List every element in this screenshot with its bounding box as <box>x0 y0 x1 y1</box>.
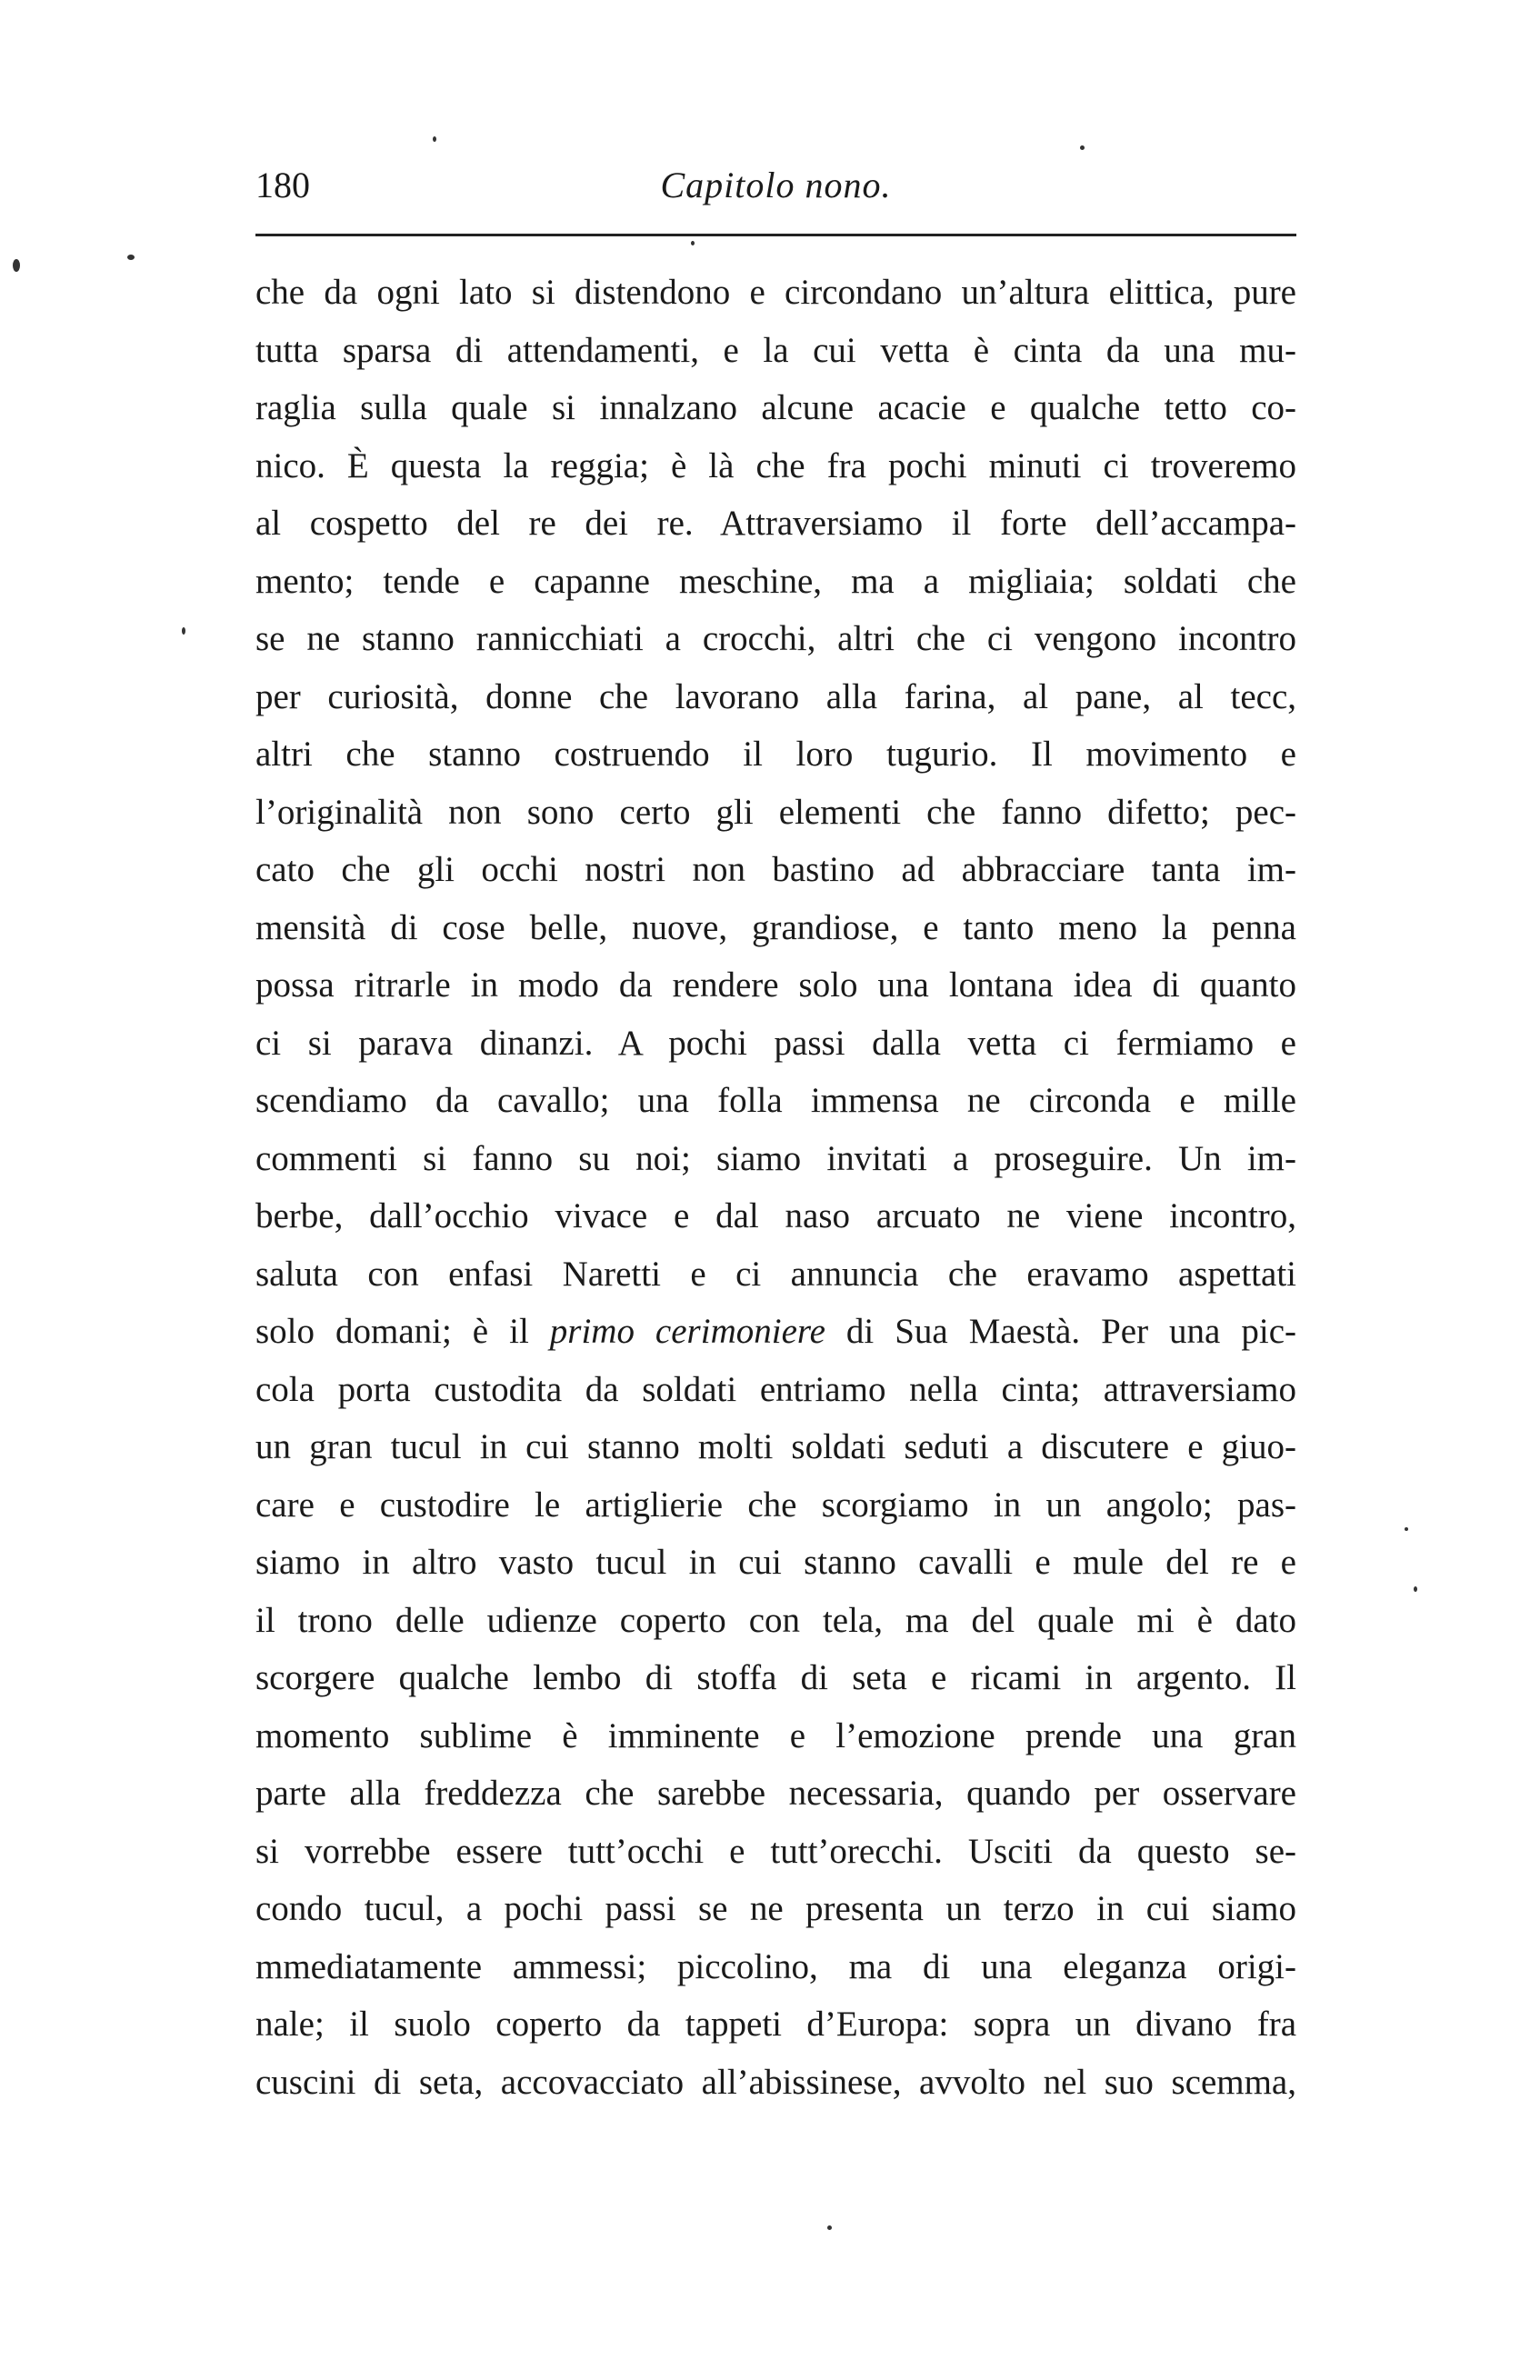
text-run: possa ritrarle in modo da rendere solo una lontana idea di quanto <box>255 965 1296 1005</box>
text-line <box>255 264 1296 322</box>
text-run: condo tucul, a pochi passi se ne presenta un terzo in cui siamo <box>255 1889 1296 1928</box>
text-run: un gran tucul in cui stanno molti soldati seduti a discutere e giuo- <box>255 1427 1296 1466</box>
page-number: 180 <box>255 165 310 205</box>
text-line <box>255 784 1296 842</box>
text-line <box>255 322 1296 380</box>
text-run: mmediatamente ammessi; piccolino, ma di una eleganza origi- <box>255 1946 1296 1986</box>
scan-speck <box>1414 1586 1417 1592</box>
scan-speck <box>433 136 436 142</box>
text-line <box>255 379 1296 437</box>
text-line <box>255 495 1296 553</box>
scan-speck <box>182 627 185 635</box>
text-line <box>255 437 1296 495</box>
text-run: si vorrebbe essere tutt’occhi e tutt’orecchi. Usciti da questo se- <box>255 1831 1296 1871</box>
text-line <box>255 610 1296 668</box>
text-run: mensità di cose belle, nuove, grandiose, e tanto meno la penna <box>255 907 1296 947</box>
text-line <box>255 1592 1296 1650</box>
text-run: saluta con enfasi Naretti e ci annuncia che eravamo aspettati <box>255 1254 1296 1294</box>
text-run: l’originalità non sono certo gli elementi che fanno difetto; pec- <box>255 792 1296 832</box>
text-line <box>255 1303 1296 1361</box>
text-run: al cospetto del re dei re. Attraversiamo il forte dell’accampa- <box>255 504 1296 543</box>
text-line <box>255 725 1296 784</box>
text-line <box>255 1418 1296 1476</box>
text-line <box>255 1995 1296 2054</box>
scan-speck <box>691 241 695 245</box>
chapter-title: Capitolo nono. <box>660 165 892 205</box>
text-run: scorgere qualche lembo di stoffa di seta e ricami in argento. Il <box>255 1658 1296 1697</box>
text-line <box>255 1880 1296 1938</box>
text-run: parte alla freddezza che sarebbe necessaria, quando per osservare <box>255 1774 1296 1813</box>
body-text <box>255 264 1296 2111</box>
text-line <box>255 1765 1296 1823</box>
text-run: scendiamo da cavallo; una folla immensa ne circonda e mille <box>255 1081 1296 1120</box>
text-run: solo domani; è il <box>255 1312 550 1351</box>
text-line <box>255 956 1296 1015</box>
text-run: mento; tende e capanne meschine, ma a migliaia; soldati che <box>255 561 1296 601</box>
italic-phrase: primo cerimoniere <box>549 1312 825 1351</box>
text-line <box>255 1707 1296 1765</box>
text-run: nico. È questa la reggia; è là che fra pochi minuti ci troveremo <box>255 445 1296 485</box>
text-run: nale; il suolo coperto da tappeti d’Europa: sopra un divano fra <box>255 2005 1296 2044</box>
text-line <box>255 1245 1296 1304</box>
text-line <box>255 553 1296 611</box>
text-run: cola porta custodita da soldati entriamo nella cinta; attraversiamo <box>255 1369 1296 1409</box>
text-run: ci si parava dinanzi. A pochi passi dalla vetta ci fermiamo e <box>255 1023 1296 1063</box>
text-run: tutta sparsa di attendamenti, e la cui vetta è cinta da una mu- <box>255 330 1296 370</box>
text-run: commenti si fanno su noi; siamo invitati a proseguire. Un im- <box>255 1138 1296 1178</box>
text-run: siamo in altro vasto tucul in cui stanno cavalli e mule del re e <box>255 1543 1296 1582</box>
text-line <box>255 1476 1296 1535</box>
text-run: se ne stanno rannicchiati a crocchi, altri che ci vengono incontro <box>255 619 1296 658</box>
text-line <box>255 1649 1296 1707</box>
text-run: cuscini di seta, accovacciato all’abissinese, avvolto nel suo scemma, <box>255 2062 1296 2102</box>
text-run: che da ogni lato si distendono e circondano un’altura elittica, pure <box>255 273 1296 312</box>
text-line <box>255 1823 1296 1881</box>
header-rule <box>255 234 1296 236</box>
text-run: per curiosità, donne che lavorano alla farina, al pane, al tecc, <box>255 676 1296 716</box>
running-head <box>255 164 1296 215</box>
text-run: care e custodire le artiglierie che scorgiamo in un angolo; pas- <box>255 1485 1296 1525</box>
text-run: raglia sulla quale si innalzano alcune acacie e qualche tetto co- <box>255 388 1296 427</box>
text-run: di Sua Maestà. Per una pic- <box>825 1312 1296 1351</box>
scan-speck <box>127 255 135 260</box>
text-line <box>255 1130 1296 1188</box>
text-run: il trono delle udienze coperto con tela, ma del quale mi è dato <box>255 1600 1296 1640</box>
text-line <box>255 1072 1296 1130</box>
text-line <box>255 899 1296 957</box>
scan-speck <box>1405 1527 1408 1531</box>
scan-speck <box>13 259 20 272</box>
scan-speck <box>827 2225 832 2230</box>
text-line <box>255 1361 1296 1419</box>
text-line <box>255 2054 1296 2112</box>
text-line <box>255 1015 1296 1073</box>
scan-speck <box>1080 145 1085 150</box>
text-run: altri che stanno costruendo il loro tugurio. Il movimento e <box>255 735 1296 774</box>
text-line <box>255 1534 1296 1592</box>
text-run: cato che gli occhi nostri non bastino ad abbracciare tanta im- <box>255 850 1296 889</box>
text-line <box>255 841 1296 899</box>
text-run: momento sublime è imminente e l’emozione prende una gran <box>255 1715 1296 1755</box>
text-run: berbe, dall’occhio vivace e dal naso arcuato ne viene incontro, <box>255 1196 1296 1235</box>
text-line <box>255 1187 1296 1245</box>
text-line <box>255 668 1296 726</box>
text-line <box>255 1938 1296 1996</box>
